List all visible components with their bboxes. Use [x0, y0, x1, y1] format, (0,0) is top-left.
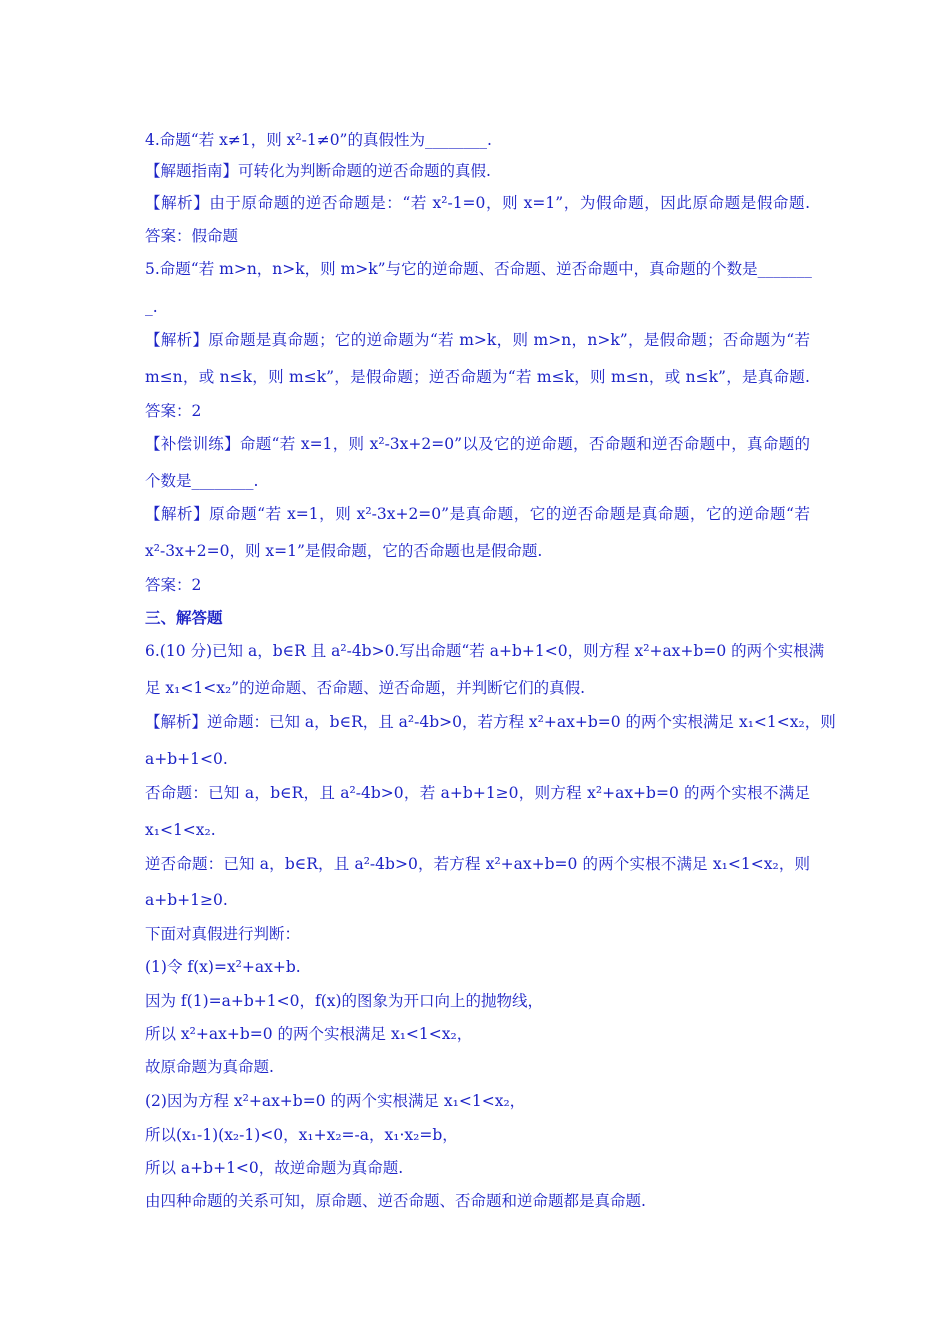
analysis-6-contrapositive: 逆否命题：已知 a，b∈R，且 a²-4b>0，若方程 x²+ax+b=0 的两个实根不满足 x₁<1<x₂，则: [145, 855, 810, 873]
analysis-6-converse-cont: a+b+1<0.: [145, 750, 228, 768]
supplement-problem-cont: 个数是________.: [145, 472, 259, 490]
judgement-intro: 下面对真假进行判断：: [145, 925, 301, 943]
judgement-1-so: 所以 x²+ax+b=0 的两个实根满足 x₁<1<x₂，: [145, 1025, 473, 1043]
analysis-6-inverse-cont: x₁<1<x₂.: [145, 821, 216, 839]
problem-6-cont: 足 x₁<1<x₂”的逆命题、否命题、逆否命题，并判断它们的真假.: [145, 679, 586, 697]
problem-5: 5.命题“若 m>n，n>k，则 m>k”与它的逆命题、否命题、逆否命题中，真命题的个数是_______: [145, 260, 812, 278]
hint-4: 【解题指南】可转化为判断命题的逆否命题的真假.: [145, 162, 491, 180]
analysis-6-contrapositive-cont: a+b+1≥0.: [145, 891, 228, 909]
judgement-1-because: 因为 f(1)=a+b+1<0，f(x)的图象为开口向上的抛物线，: [145, 992, 544, 1010]
final-conclusion: 由四种命题的关系可知，原命题、逆否命题、否命题和逆命题都是真命题.: [145, 1192, 646, 1210]
analysis-4: 【解析】由于原命题的逆否命题是：“若 x²-1=0，则 x=1”，为假命题，因此原命题是假命题.: [145, 194, 810, 212]
supplement-answer: 答案：2: [145, 576, 202, 594]
analysis-6-inverse: 否命题：已知 a，b∈R，且 a²-4b>0，若 a+b+1≥0，则方程 x²+ax+b=0 的两个实根不满足: [145, 784, 810, 802]
section-heading: 三、解答题: [145, 608, 223, 627]
supplement-analysis-cont: x²-3x+2=0，则 x=1”是假命题，它的否命题也是假命题.: [145, 542, 543, 560]
judgement-2-conclusion: 所以 a+b+1<0，故逆命题为真命题.: [145, 1159, 404, 1177]
judgement-2-so: 所以(x₁-1)(x₂-1)<0，x₁+x₂=-a，x₁·x₂=b，: [145, 1126, 458, 1144]
answer-4: 答案：假命题: [145, 227, 239, 245]
judgement-1-conclusion: 故原命题为真命题.: [145, 1058, 274, 1076]
judgement-2: (2)因为方程 x²+ax+b=0 的两个实根满足 x₁<1<x₂，: [145, 1092, 526, 1110]
analysis-5-cont: m≤n，或 n≤k，则 m≤k”，是假命题；逆否命题为“若 m≤k，则 m≤n，或 n≤k”，是真命题.: [145, 368, 810, 386]
problem-6: 6.(10 分)已知 a，b∈R 且 a²-4b>0.写出命题“若 a+b+1<0，则方程 x²+ax+b=0 的两个实根满: [145, 642, 825, 660]
judgement-1: (1)令 f(x)=x²+ax+b.: [145, 958, 301, 976]
supplement-analysis: 【解析】原命题“若 x=1，则 x²-3x+2=0”是真命题，它的逆否命题是真命题，它的逆命题“若: [145, 505, 810, 523]
analysis-5: 【解析】原命题是真命题；它的逆命题为“若 m>k，则 m>n，n>k”，是假命题；否命题为“若: [145, 331, 810, 349]
answer-5: 答案：2: [145, 402, 202, 420]
analysis-6-converse: 【解析】逆命题：已知 a，b∈R，且 a²-4b>0，若方程 x²+ax+b=0 的两个实根满足 x₁<1<x₂，则: [145, 713, 836, 731]
problem-4: 4.命题“若 x≠1，则 x²-1≠0”的真假性为________.: [145, 131, 492, 149]
supplement-problem: 【补偿训练】命题“若 x=1，则 x²-3x+2=0”以及它的逆命题，否命题和逆否命题中，真命题的: [145, 435, 810, 453]
problem-5-cont: _.: [145, 298, 158, 316]
